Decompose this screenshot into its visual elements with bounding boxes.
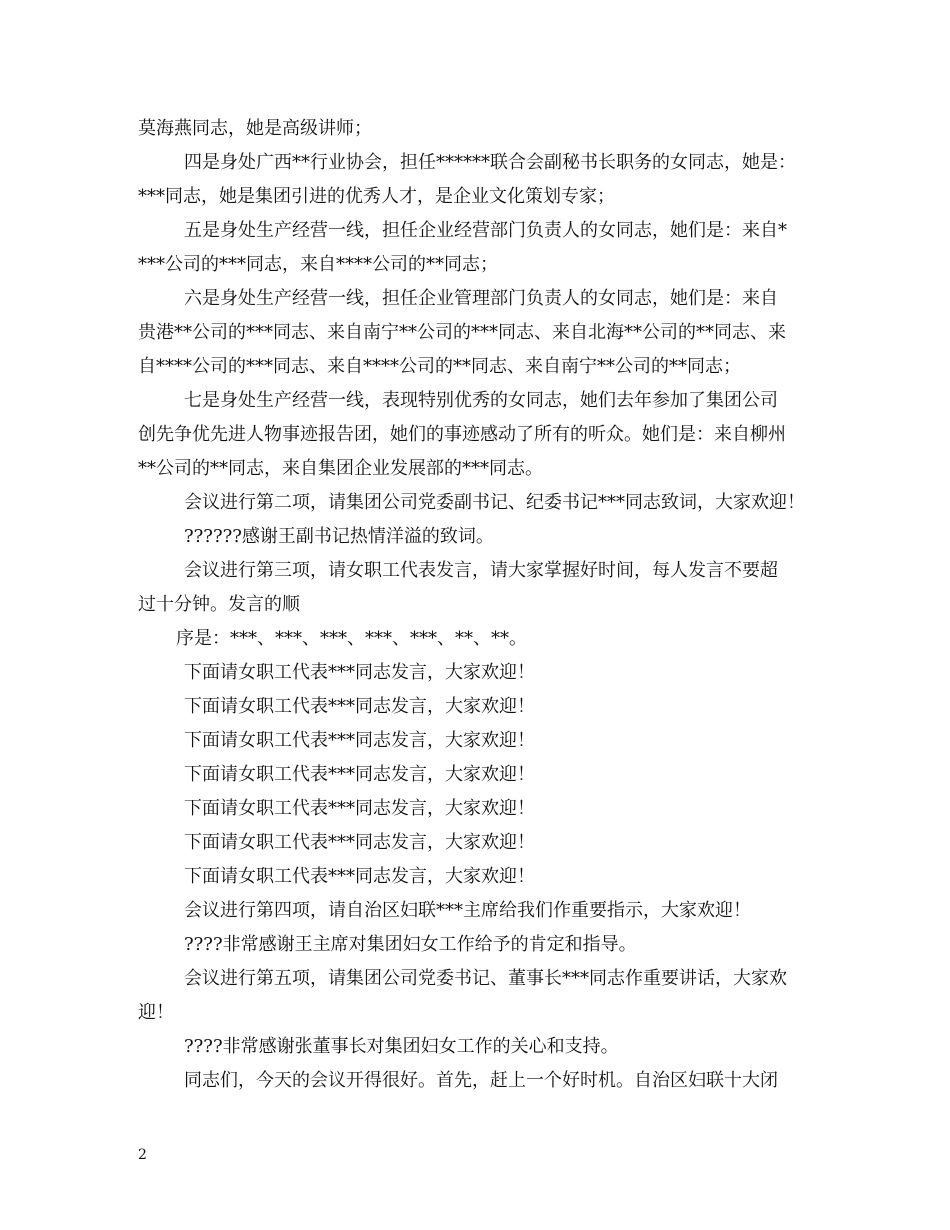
text-line: 下面请女职工代表***同志发言，大家欢迎！ — [184, 798, 535, 819]
text-line: 序是：***、***、***、***、***、**、**。 — [176, 628, 527, 649]
text-line: 莫海燕同志，她是高级讲师； — [138, 118, 372, 139]
text-line: 下面请女职工代表***同志发言，大家欢迎！ — [184, 764, 535, 785]
text-line: 会议进行第二项，请集团公司党委副书记、纪委书记***同志致词，大家欢迎！ — [184, 492, 805, 513]
text-line: 四是身处广西**行业协会，担任******联合会副秘书长职务的女同志，她是： — [184, 152, 796, 173]
text-line: 创先争优先进人物事迹报告团，她们的事迹感动了所有的听众。她们是：来自柳州 — [138, 424, 786, 445]
page-number: 2 — [138, 1147, 147, 1163]
text-line: 自****公司的***同志、来自****公司的**同志、来自南宁**公司的**同志； — [138, 356, 741, 377]
text-line: 贵港**公司的***同志、来自南宁**公司的***同志、来自北海**公司的**同志、来 — [138, 322, 786, 343]
document-body — [138, 112, 814, 1098]
text-line: 七是身处生产经营一线，表现特别优秀的女同志，她们去年参加了集团公司 — [184, 390, 778, 411]
text-line: ***公司的***同志，来自****公司的**同志； — [138, 254, 498, 275]
text-line: ????非常感谢王主席对集团妇女工作给予的肯定和指导。 — [184, 934, 637, 955]
text-line: ??????感谢王副书记热情洋溢的致词。 — [184, 526, 494, 547]
text-line: 迎！ — [138, 1002, 174, 1023]
text-line: 同志们，今天的会议开得很好。首先，赶上一个好时机。自治区妇联十大闭 — [184, 1070, 778, 1091]
text-line: 六是身处生产经营一线，担任企业管理部门负责人的女同志，她们是：来自 — [184, 288, 778, 309]
text-line: **公司的**同志，来自集团企业发展部的***同志。 — [138, 458, 543, 479]
text-line: ***同志，她是集团引进的优秀人才，是企业文化策划专家； — [138, 186, 615, 207]
text-line: 过十分钟。发言的顺 — [138, 594, 300, 615]
text-line: 下面请女职工代表***同志发言，大家欢迎！ — [184, 866, 535, 887]
text-line: 下面请女职工代表***同志发言，大家欢迎！ — [184, 662, 535, 683]
text-line: 下面请女职工代表***同志发言，大家欢迎！ — [184, 832, 535, 853]
text-line: 五是身处生产经营一线，担任企业经营部门负责人的女同志，她们是：来自* — [184, 220, 787, 241]
text-line: ????非常感谢张董事长对集团妇女工作的关心和支持。 — [184, 1036, 619, 1057]
text-line: 下面请女职工代表***同志发言，大家欢迎！ — [184, 730, 535, 751]
text-line: 会议进行第三项，请女职工代表发言，请大家掌握好时间，每人发言不要超 — [184, 560, 778, 581]
text-line: 会议进行第五项，请集团公司党委书记、董事长***同志作重要讲话，大家欢 — [184, 968, 787, 989]
text-line: 下面请女职工代表***同志发言，大家欢迎！ — [184, 696, 535, 717]
text-line: 会议进行第四项，请自治区妇联***主席给我们作重要指示，大家欢迎！ — [184, 900, 751, 921]
